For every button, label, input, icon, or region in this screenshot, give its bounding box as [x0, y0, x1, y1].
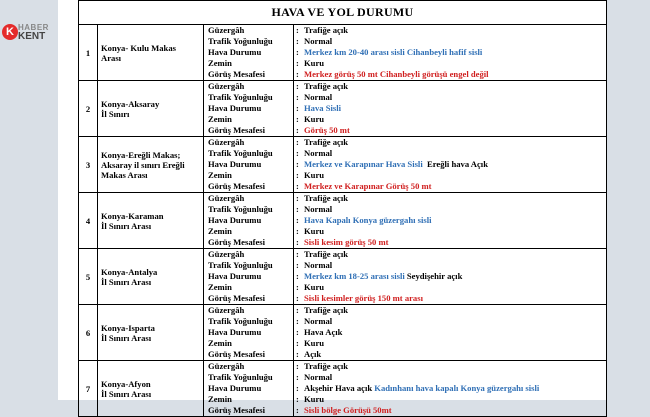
field-value — [294, 170, 606, 181]
field-label: Hava Durumu — [208, 383, 262, 393]
route-line: İl Sınırı Arası — [101, 276, 152, 287]
route-line: Aksaray il sınırı Ereğli — [101, 159, 185, 170]
field-value — [294, 260, 606, 271]
route-line: İl Sınırı Arası — [101, 220, 152, 231]
value-text: Kuru — [304, 170, 325, 180]
field-label: Zemin — [208, 226, 232, 236]
separator: : — [296, 316, 299, 326]
value-extra-text: Ereğli hava Açık — [422, 159, 488, 169]
value-text: Kuru — [304, 394, 325, 404]
route-line: İl Sınırı Arası — [101, 388, 152, 399]
row-number: 2 — [79, 81, 98, 137]
field-value — [294, 226, 606, 237]
field-label: Hava Durumu — [208, 327, 262, 337]
table-row — [79, 137, 607, 193]
value-text: Kuru — [304, 114, 325, 124]
separator: : — [296, 193, 299, 203]
field-label: Görüş Mesafesi — [208, 405, 266, 415]
value-text: Trafiğe açık — [304, 25, 348, 35]
route-line: Konya- Kulu Makas — [101, 42, 176, 53]
site-logo[interactable] — [2, 22, 50, 44]
field-values — [294, 361, 607, 417]
field-label: Görüş Mesafesi — [208, 349, 266, 359]
route-line: Konya-Afyon — [101, 378, 151, 389]
separator: : — [296, 327, 299, 337]
field-label: Görüş Mesafesi — [208, 181, 266, 191]
separator: : — [296, 305, 299, 315]
field-value — [294, 215, 606, 226]
field-label: Görüş Mesafesi — [208, 237, 266, 247]
field-labels — [204, 25, 294, 81]
separator: : — [296, 36, 299, 46]
field-value — [294, 271, 606, 282]
field-values — [294, 193, 607, 249]
value-text: Kuru — [304, 282, 325, 292]
field-label: Zemin — [208, 58, 232, 68]
field-label: Trafik Yoğunluğu — [208, 36, 273, 46]
separator: : — [296, 260, 299, 270]
field-value — [294, 405, 606, 416]
field-value — [294, 204, 606, 215]
row-number: 6 — [79, 305, 98, 361]
field-value — [294, 69, 606, 80]
field-value — [294, 193, 606, 204]
field-value — [294, 114, 606, 125]
logo-line2: KENT — [18, 31, 46, 42]
route-name — [98, 249, 204, 305]
field-label: Trafik Yoğunluğu — [208, 260, 273, 270]
route-line: Konya-Ereğli Makas; — [101, 149, 181, 160]
separator: : — [296, 125, 299, 135]
value-text: Merkez ve Karapınar Görüş 50 mt — [304, 181, 432, 191]
field-label: Zemin — [208, 170, 232, 180]
route-name — [98, 361, 204, 417]
logo-line1: HABER — [18, 23, 49, 32]
separator: : — [296, 394, 299, 404]
field-value — [294, 125, 606, 136]
value-text: Kuru — [304, 58, 325, 68]
field-value — [294, 349, 606, 360]
row-number: 3 — [79, 137, 98, 193]
value-text: Normal — [304, 148, 333, 158]
separator: : — [296, 338, 299, 348]
field-values — [294, 25, 607, 81]
field-labels — [204, 81, 294, 137]
separator: : — [296, 383, 299, 393]
field-label: Trafik Yoğunluğu — [208, 316, 273, 326]
field-label: Görüş Mesafesi — [208, 125, 266, 135]
value-text: Normal — [304, 92, 333, 102]
field-label: Güzergâh — [208, 305, 245, 315]
separator: : — [296, 159, 299, 169]
table-row — [79, 81, 607, 137]
value-text: Merkez görüş 50 mt Cihanbeyli görüşü engel değil — [304, 69, 489, 79]
value-text: Açık — [304, 349, 322, 359]
field-values — [294, 81, 607, 137]
field-label: Güzergâh — [208, 25, 245, 35]
field-label: Trafik Yoğunluğu — [208, 204, 273, 214]
route-line: Konya-Antalya — [101, 266, 158, 277]
table-row — [79, 25, 607, 81]
separator: : — [296, 81, 299, 91]
field-labels — [204, 137, 294, 193]
field-value — [294, 103, 606, 114]
separator: : — [296, 114, 299, 124]
field-labels — [204, 361, 294, 417]
field-value — [294, 305, 606, 316]
field-label: Hava Durumu — [208, 215, 262, 225]
value-text: Trafiğe açık — [304, 305, 348, 315]
separator: : — [296, 170, 299, 180]
field-values — [294, 137, 607, 193]
field-value — [294, 249, 606, 260]
separator: : — [296, 405, 299, 415]
separator: : — [296, 293, 299, 303]
field-value — [294, 159, 606, 170]
separator: : — [296, 148, 299, 158]
value-extra-text: Seydişehir açık — [404, 271, 463, 281]
route-name — [98, 137, 204, 193]
separator: : — [296, 92, 299, 102]
table-row — [79, 361, 607, 417]
separator: : — [296, 282, 299, 292]
route-line: Konya-Karaman — [101, 210, 164, 221]
field-value — [294, 137, 606, 148]
field-label: Görüş Mesafesi — [208, 69, 266, 79]
separator: : — [296, 349, 299, 359]
separator: : — [296, 25, 299, 35]
route-line: İl Sınırı Arası — [101, 332, 152, 343]
route-name — [98, 81, 204, 137]
route-name — [98, 305, 204, 361]
field-values — [294, 305, 607, 361]
row-number: 5 — [79, 249, 98, 305]
separator: : — [296, 47, 299, 57]
field-label: Güzergâh — [208, 81, 245, 91]
field-value — [294, 237, 606, 248]
field-label: Trafik Yoğunluğu — [208, 372, 273, 382]
separator: : — [296, 361, 299, 371]
value-extra-text: Kadınhanı hava kapalı Konya güzergahı sisli — [374, 383, 540, 393]
table-row — [79, 305, 607, 361]
field-value — [294, 338, 606, 349]
field-label: Hava Durumu — [208, 271, 262, 281]
field-labels — [204, 249, 294, 305]
field-value — [294, 81, 606, 92]
field-label: Güzergâh — [208, 137, 245, 147]
separator: : — [296, 69, 299, 79]
field-label: Güzergâh — [208, 193, 245, 203]
field-value — [294, 47, 606, 58]
separator: : — [296, 372, 299, 382]
value-text: Sisli kesim görüş 50 mt — [304, 237, 389, 247]
value-text: Sisli kesimler görüş 150 mt arası — [304, 293, 423, 303]
separator: : — [296, 226, 299, 236]
field-value — [294, 92, 606, 103]
field-value — [294, 148, 606, 159]
table-row — [79, 249, 607, 305]
separator: : — [296, 215, 299, 225]
separator: : — [296, 58, 299, 68]
value-text: Merkez km 20-40 arası sisli Cihanbeyli hafif sisli — [304, 47, 483, 57]
separator: : — [296, 137, 299, 147]
field-label: Güzergâh — [208, 249, 245, 259]
separator: : — [296, 237, 299, 247]
field-value — [294, 282, 606, 293]
row-number: 1 — [79, 25, 98, 81]
field-label: Zemin — [208, 114, 232, 124]
field-value — [294, 293, 606, 304]
field-label: Hava Durumu — [208, 159, 262, 169]
separator: : — [296, 181, 299, 191]
field-value — [294, 316, 606, 327]
field-value — [294, 372, 606, 383]
field-labels — [204, 193, 294, 249]
field-label: Hava Durumu — [208, 47, 262, 57]
field-values — [294, 249, 607, 305]
table-row — [79, 193, 607, 249]
value-text: Trafiğe açık — [304, 193, 348, 203]
separator: : — [296, 204, 299, 214]
weather-road-table — [78, 0, 607, 417]
value-text: Trafiğe açık — [304, 137, 348, 147]
field-label: Güzergâh — [208, 361, 245, 371]
logo-k-icon: K — [2, 24, 18, 40]
value-text: Kuru — [304, 338, 325, 348]
value-text: Trafiğe açık — [304, 81, 348, 91]
value-text: Hava Açık — [304, 327, 343, 337]
value-text: Kuru — [304, 226, 325, 236]
route-line: Makas Arası — [101, 169, 148, 180]
field-value — [294, 361, 606, 372]
value-text: Normal — [304, 204, 333, 214]
field-label: Hava Durumu — [208, 103, 262, 113]
field-value — [294, 327, 606, 338]
field-label: Zemin — [208, 394, 232, 404]
value-text: Merkez km 18-25 arası sisli — [304, 271, 405, 281]
value-text: Görüş 50 mt — [304, 125, 350, 135]
table-title: HAVA VE YOL DURUMU — [79, 1, 607, 25]
route-name — [98, 25, 204, 81]
field-labels — [204, 305, 294, 361]
value-text: Normal — [304, 260, 333, 270]
route-line: Konya-Aksaray — [101, 98, 160, 109]
field-value — [294, 25, 606, 36]
row-number: 7 — [79, 361, 98, 417]
field-value — [294, 36, 606, 47]
value-text: Normal — [304, 372, 333, 382]
field-label: Trafik Yoğunluğu — [208, 148, 273, 158]
title-row — [79, 1, 607, 25]
route-line: İl Sınırı — [101, 108, 130, 119]
separator: : — [296, 271, 299, 281]
value-text: Normal — [304, 316, 333, 326]
field-value — [294, 181, 606, 192]
route-line: Arası — [101, 52, 122, 63]
field-label: Zemin — [208, 282, 232, 292]
field-label: Zemin — [208, 338, 232, 348]
value-text: Hava Kapalı Konya güzergahı sisli — [304, 215, 432, 225]
separator: : — [296, 249, 299, 259]
field-label: Trafik Yoğunluğu — [208, 92, 273, 102]
route-line: Konya-Isparta — [101, 322, 155, 333]
separator: : — [296, 103, 299, 113]
value-text: Sisli bölge Görüşü 50mt — [304, 405, 392, 415]
value-text: Trafiğe açık — [304, 361, 348, 371]
field-value — [294, 58, 606, 69]
route-name — [98, 193, 204, 249]
field-label: Görüş Mesafesi — [208, 293, 266, 303]
value-text: Trafiğe açık — [304, 249, 348, 259]
field-value — [294, 383, 606, 394]
value-text: Hava Sisli — [304, 103, 342, 113]
value-text: Akşehir Hava açık — [304, 383, 375, 393]
value-text: Normal — [304, 36, 333, 46]
value-text: Merkez ve Karapınar Hava Sisli — [304, 159, 423, 169]
row-number: 4 — [79, 193, 98, 249]
